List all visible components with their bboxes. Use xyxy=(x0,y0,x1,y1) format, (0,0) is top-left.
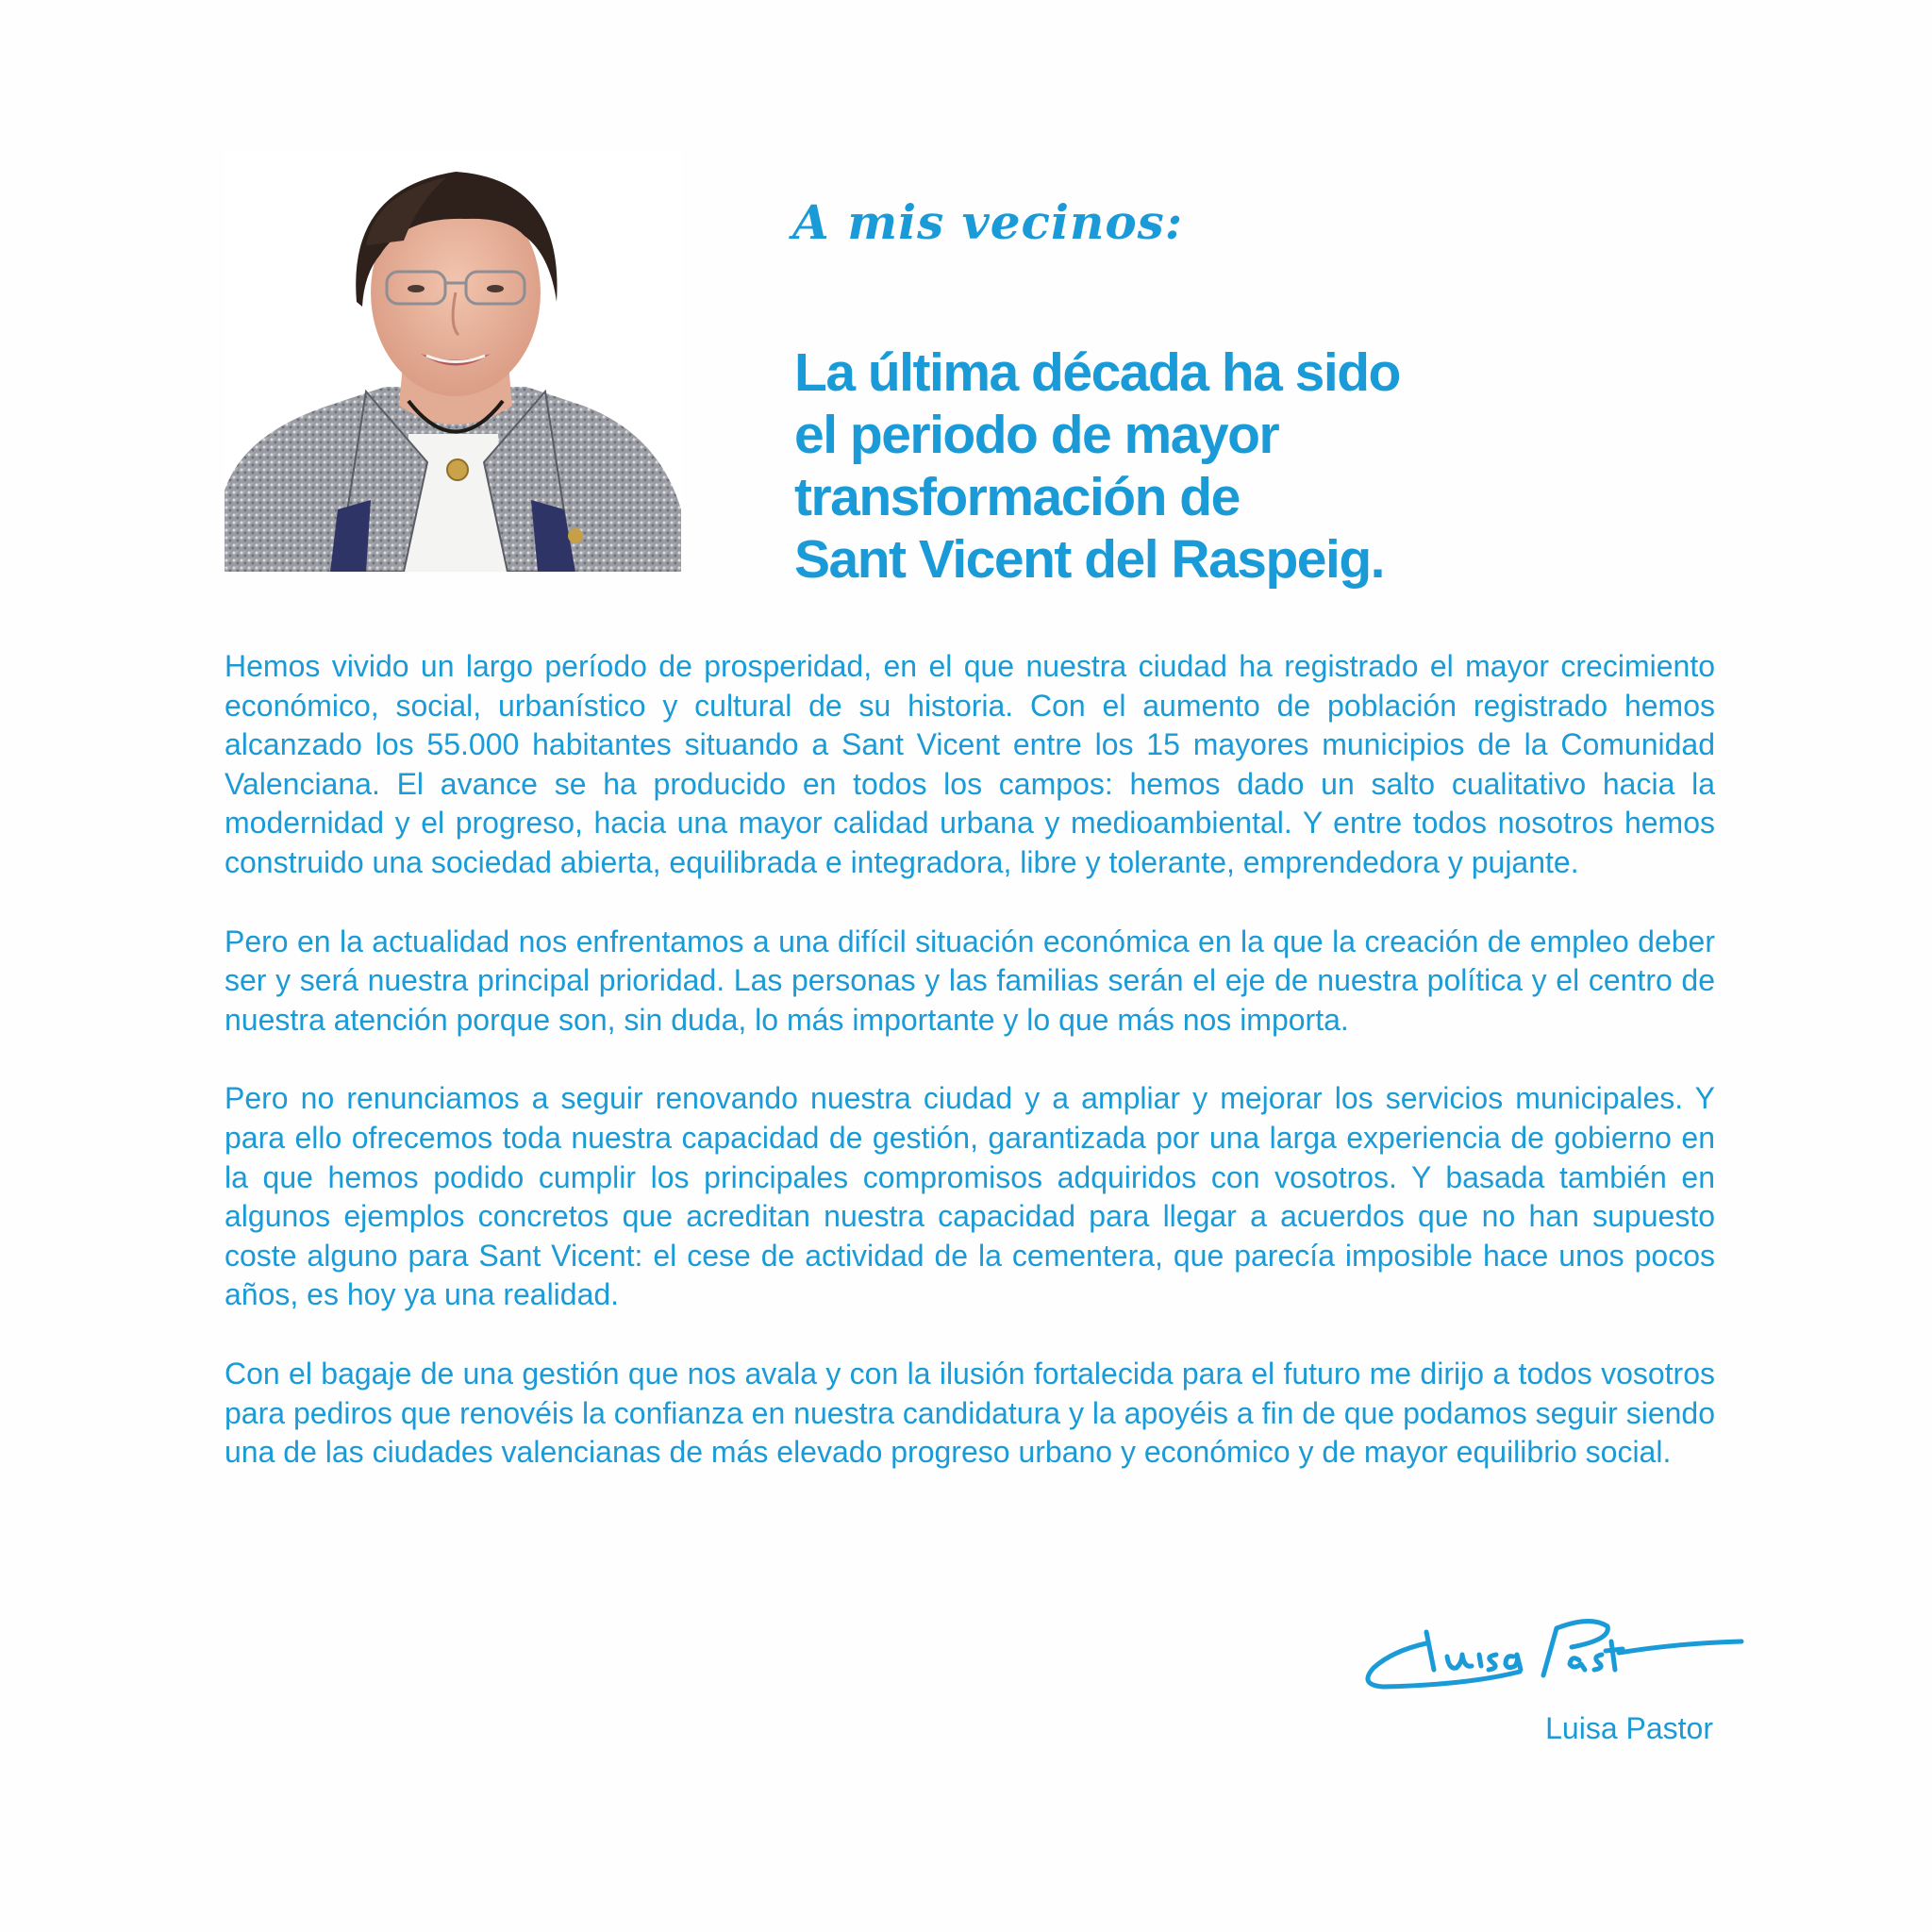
paragraph: Con el bagaje de una gestión que nos avala y con la ilusión fortalecida para el futuro me dirijo a todos vosotros para pediros que renovéis la confianza en nuestra candidatura y la apoyéis a fin de que podamos seguir siendo una de las ciudades valencianas de más elevado progreso urbano y económico y de mayor equilibrio social. xyxy=(225,1356,1715,1470)
headline-line: el periodo de mayor xyxy=(794,405,1279,465)
letter-body xyxy=(225,647,1715,1512)
headline xyxy=(794,341,1511,591)
signer-name: Luisa Pastor xyxy=(1545,1711,1713,1745)
paragraph: Hemos vivido un largo período de prosperidad, en el que nuestra ciudad ha registrado el mayor crecimiento económico, social, urbanístico y cultural de su historia. Con el aumento de población registrado hemos alcanzado los 55.000 habitantes situando a Sant Vicent entre los 15 mayores municipios de la Comunidad Valenciana. El avance se ha producido en todos los campos: hemos dado un salto cualitativo hacia la modernidad y el progreso, hacia una mayor calidad urbana y medioambiental. Y entre todos nosotros hemos construido una sociedad abierta, equilibrada e integradora, libre y tolerante, emprendedora y pujante. xyxy=(225,649,1715,879)
salutation: A mis vecinos: xyxy=(792,194,1184,250)
paragraph: Pero en la actualidad nos enfrentamos a una difícil situación económica en la que la creación de empleo deber ser y será nuestra principal prioridad. Las personas y las familias serán el eje de nuestra política y el centro de nuestra atención porque son, sin duda, lo más importante y lo que más nos importa. xyxy=(225,924,1715,1037)
headline-line: transformación de xyxy=(794,467,1240,527)
headline-line: La última década ha sido xyxy=(794,342,1400,403)
handwritten-signature xyxy=(1355,1594,1751,1707)
headline-line: Sant Vicent del Raspeig. xyxy=(794,529,1384,590)
portrait-photo xyxy=(225,151,681,572)
paragraph: Pero no renunciamos a seguir renovando nuestra ciudad y a ampliar y mejorar los servicios municipales. Y para ello ofrecemos toda nuestra capacidad de gestión, garantizada por una larga experiencia de gobierno en la que hemos podido cumplir los principales compromisos adquiridos con vosotros. Y basada también en algunos ejemplos concretos que acreditan nuestra capacidad para llegar a acuerdos que no han supuesto coste alguno para Sant Vicent: el cese de actividad de la cementera, que parecía imposible hace unos pocos años, es hoy ya una realidad. xyxy=(225,1081,1715,1312)
